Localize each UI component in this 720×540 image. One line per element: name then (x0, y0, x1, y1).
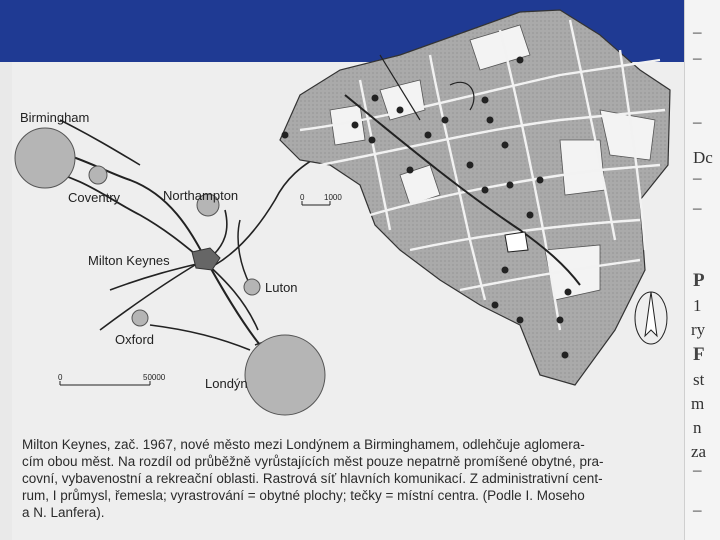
road (215, 150, 330, 265)
road (150, 325, 250, 350)
strip-text: – (693, 460, 702, 479)
caption-line: Milton Keynes, zač. 1967, nové město mezi Londýnem a Birminghamem, odlehčuje aglomera- (22, 437, 585, 452)
strip-text: P (693, 270, 705, 291)
city-label-northampton: Northampton (163, 188, 239, 203)
strip-text: ry (691, 320, 706, 339)
strip-text: m (691, 394, 705, 413)
strip-text: n (693, 418, 702, 437)
road (238, 220, 250, 285)
strip-text: F (693, 344, 705, 365)
birmingham-circle (15, 128, 75, 188)
north-arrow-icon (635, 292, 667, 344)
town-scale-end: 1000 (324, 193, 342, 202)
city-label-londyn: Londýn (205, 376, 248, 391)
strip-text: – (693, 48, 702, 67)
industrial-area (560, 140, 605, 195)
administrative-centre (505, 232, 528, 252)
strip-text: – (693, 22, 702, 41)
city-label-birmingham: Birmingham (20, 110, 90, 125)
londyn-circle (245, 335, 325, 415)
strip-text: – (693, 500, 702, 519)
strip-text: za (691, 442, 707, 461)
city-label-oxford: Oxford (115, 332, 155, 347)
oxford-circle (132, 310, 148, 326)
caption-line: covní, vybavenostní a rekreační oblasti. Rastrová síť hlavních komunikací. Z administrativní cent- (22, 471, 603, 486)
caption-line: cím obou měst. Na rozdíl od průběžně vyrůstajících měst pouze nepatrně promíšené obytné, pra- (22, 454, 604, 469)
strip-text: Dc (693, 148, 713, 167)
luton-circle (244, 279, 260, 295)
regional-map (15, 110, 330, 415)
regional-scale-bar (58, 373, 166, 385)
city-label-luton: Luton (265, 280, 298, 295)
strip-text: – (693, 168, 702, 187)
road (100, 262, 200, 330)
scale-start: 0 (58, 373, 63, 382)
town-plan (280, 10, 670, 385)
town-scale-start: 0 (300, 193, 305, 202)
town-scale-bar (300, 193, 342, 205)
figure-caption (22, 436, 674, 521)
strip-text: – (693, 198, 702, 217)
road (40, 170, 205, 262)
coventry-circle (89, 166, 107, 184)
strip-text: – (693, 112, 702, 131)
strip-text: 1 (693, 296, 702, 315)
city-label-coventry: Coventry (68, 190, 121, 205)
city-label-milton-keynes: Milton Keynes (88, 253, 170, 268)
strip-text: st (693, 370, 705, 389)
caption-line: rum, I průmysl, řemesla; vyrastrování = obytné plochy; tečky = místní centra. (Podle I. Moseho (22, 488, 585, 503)
caption-line: a N. Lanfera). (22, 505, 105, 520)
scale-end: 50000 (143, 373, 166, 382)
